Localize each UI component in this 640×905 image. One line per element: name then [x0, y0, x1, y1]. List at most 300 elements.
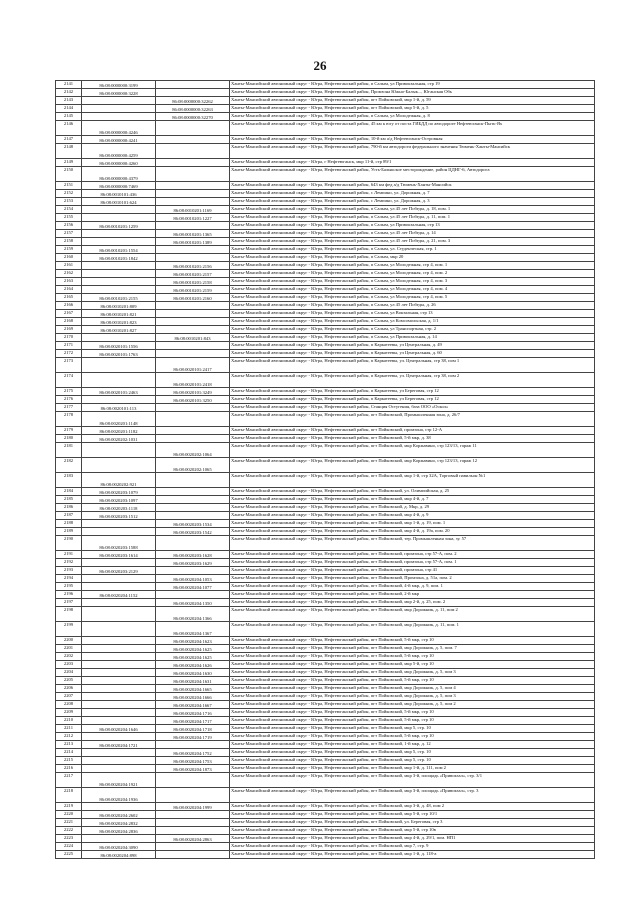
- premises-cadastral-number-cell: [156, 412, 230, 427]
- row-number-cell: 2192: [56, 559, 82, 567]
- premises-cadastral-number-cell: [156, 144, 230, 159]
- premises-cadastral-number-cell: [156, 326, 230, 334]
- row-number-cell: 2209: [56, 709, 82, 717]
- table-row: [56, 661, 595, 669]
- address-cell: Ханты-Мансийский автономный округ - Югра, Нефтеюганский район, пгт Пойковский, тер. Промышленная зона, зу. 57: [230, 536, 595, 551]
- cadastral-number-cell: [82, 270, 156, 278]
- table-row: [56, 473, 595, 488]
- premises-cadastral-number-cell: 86:08:0020204:1718: [156, 725, 230, 733]
- cadastral-number-cell: [82, 214, 156, 222]
- table-row: [56, 334, 595, 342]
- cadastral-number-cell: [82, 717, 156, 725]
- cadastral-number-cell: [82, 458, 156, 473]
- premises-cadastral-number-cell: [156, 342, 230, 350]
- cadastral-number-cell: 86:08:0010101:624: [82, 198, 156, 206]
- table-row: [56, 89, 595, 97]
- table-row: [56, 136, 595, 144]
- premises-cadastral-number-cell: 86:08:0020101:3250: [156, 396, 230, 404]
- address-cell: Ханты-Мансийский автономный округ - Югра, Нефтеюганский район, пгт Пойковский, мкр Дорожник, д. 5, пом 3: [230, 669, 595, 677]
- cadastral-number-cell: 86:08:0000000:3199: [82, 81, 156, 89]
- cadastral-number-cell: 86:08:0020204:3090: [82, 843, 156, 851]
- cadastral-number-cell: [82, 677, 156, 685]
- table-row: [56, 765, 595, 773]
- table-row: [56, 788, 595, 803]
- row-number-cell: 2200: [56, 637, 82, 645]
- cadastral-number-cell: 86:08:0020101:1556: [82, 342, 156, 350]
- cadastral-number-cell: 86:08:0020101:2463: [82, 388, 156, 396]
- row-number-cell: 2203: [56, 661, 82, 669]
- table-row: [56, 559, 595, 567]
- address-cell: Ханты-Мансийский автономный округ - Югра, Нефтеюганский район, пгт Пойковский, мкр 5-й, стр 10/1: [230, 811, 595, 819]
- row-number-cell: 2185: [56, 496, 82, 504]
- row-number-cell: 2187: [56, 512, 82, 520]
- address-cell: Ханты-Мансийский автономный округ - Югра, Нефтеюганский район, пгт Пойковский, мкр 4-й, д. 19а, пом. 20: [230, 528, 595, 536]
- premises-cadastral-number-cell: 86:08:0020204:1667: [156, 701, 230, 709]
- table-row: [56, 599, 595, 607]
- cadastral-number-cell: 86:08:0020204:1921: [82, 773, 156, 788]
- table-row: [56, 97, 595, 105]
- cadastral-number-cell: 86:08:0000000:3228: [82, 89, 156, 97]
- premises-cadastral-number-cell: 86:08:0020204:1752: [156, 749, 230, 757]
- premises-cadastral-number-cell: 86:08:0020204:1367: [156, 622, 230, 637]
- table-row: [56, 749, 595, 757]
- address-cell: Ханты-Мансийский автономный округ - Югра, Нефтеюганский район, пгт Пойковский, 5-й мкр, стр 10: [230, 709, 595, 717]
- premises-cadastral-number-cell: 86:08:0020204:1630: [156, 669, 230, 677]
- row-number-cell: 2188: [56, 520, 82, 528]
- address-cell: Ханты-Мансийский автономный округ - Югра, Нефтеюганский район, пгт Пойковский, мкр 4-й, д. 29/1, пом. НП1: [230, 835, 595, 843]
- cadastral-number-cell: 86:08:0020204:2832: [82, 819, 156, 827]
- table-row: [56, 294, 595, 302]
- table-row: [56, 238, 595, 246]
- premises-cadastral-number-cell: [156, 318, 230, 326]
- cadastral-number-cell: [82, 757, 156, 765]
- table-row: [56, 412, 595, 427]
- premises-cadastral-number-cell: [156, 473, 230, 488]
- page-number: 26: [313, 58, 327, 73]
- address-cell: Ханты-Мансийский автономный округ - Югра, Нефтеюганский район, пгт Пойковский, 1-й мкр, д. 12: [230, 741, 595, 749]
- address-cell: Ханты-Мансийский автономный округ - Югра, Нефтеюганский район, пгт Пойковский, мкр 3-й, площадь «Привокзал», стр. 3: [230, 788, 595, 803]
- table-row: [56, 388, 595, 396]
- table-row: [56, 342, 595, 350]
- cadastral-number-cell: 86:08:0020204:1646: [82, 725, 156, 733]
- premises-cadastral-number-cell: 86:08:0020204:1999: [156, 803, 230, 811]
- premises-cadastral-number-cell: 86:08:0020203:1629: [156, 559, 230, 567]
- cadastral-number-cell: 86:08:0000000:4246: [82, 121, 156, 136]
- address-cell: Ханты-Мансийский автономный округ - Югра, Нефтеюганский район, пгт Пойковский, 5-й мкр, стр 10: [230, 677, 595, 685]
- row-number-cell: 2182: [56, 458, 82, 473]
- premises-cadastral-number-cell: 86:08:0010201:1227: [156, 214, 230, 222]
- address-cell: Ханты-Мансийский автономный округ - Югра, Нефтеюганский район, пгт Пойковский, промзона, стр 57-А, пом. 1: [230, 559, 595, 567]
- address-cell: Ханты-Мансийский автономный округ - Югра, Нефтеюганский район, Промзона Южно-Балык..., Юганская Обь: [230, 89, 595, 97]
- row-number-cell: 2225: [56, 851, 82, 859]
- row-number-cell: 2195: [56, 583, 82, 591]
- address-cell: Ханты-Мансийский автономный округ - Югра, Нефтеюганский район, пгт Пойковский, мкр 1-й, д. 118-а: [230, 851, 595, 859]
- row-number-cell: 2222: [56, 827, 82, 835]
- address-cell: Ханты-Мансийский автономный округ - Югра, Нефтеюганский район, пгт Пойковский, мкр 3-й, д. 48, пом 2: [230, 803, 595, 811]
- premises-cadastral-number-cell: [156, 254, 230, 262]
- premises-cadastral-number-cell: 86:08:0020204:1625: [156, 645, 230, 653]
- cadastral-number-cell: 86:08:0020204:2836: [82, 827, 156, 835]
- address-cell: Ханты-Мансийский автономный округ - Югра, Нефтеюганский район, пгт Пойковский, мкр 1-й, д. 111, пом 2: [230, 765, 595, 773]
- address-cell: Ханты-Мансийский автономный округ - Югра, Нефтеюганский район, с Лемпино, ул. Дорожная, д. 7: [230, 190, 595, 198]
- table-row: [56, 583, 595, 591]
- address-cell: Ханты-Мансийский автономный округ - Югра, Нефтеюганский район, пгт Пойковский, мкр 2-й, д. 25, пом. 2: [230, 599, 595, 607]
- premises-cadastral-number-cell: 86:08:0020101:2417: [156, 358, 230, 373]
- cadastral-number-cell: [82, 701, 156, 709]
- premises-cadastral-number-cell: [156, 136, 230, 144]
- address-cell: Ханты-Мансийский автономный округ - Югра, Нефтеюганский район, п Салым, ул 45 лет Победы, д. 21, пом. 3: [230, 238, 595, 246]
- cadastral-number-cell: 86:08:0020203:1118: [82, 504, 156, 512]
- table-row: [56, 214, 595, 222]
- cadastral-number-cell: [82, 286, 156, 294]
- cadastral-number-cell: 86:08:0020101:1763: [82, 350, 156, 358]
- address-cell: Ханты-Мансийский автономный округ - Югра, Нефтеюганский район, п Каркатеевы, ул Береговая, стр 12: [230, 396, 595, 404]
- row-number-cell: 2153: [56, 198, 82, 206]
- address-cell: Ханты-Мансийский автономный округ - Югра, Нефтеюганский район, п Салым, ул Молодежная, стр 4, пом. 1: [230, 262, 595, 270]
- row-number-cell: 2211: [56, 725, 82, 733]
- row-number-cell: 2150: [56, 167, 82, 182]
- address-cell: Ханты-Мансийский автономный округ - Югра, Нефтеюганский район, п Салым, мкр 20: [230, 254, 595, 262]
- address-cell: Ханты-Мансийский автономный округ - Югра, Нефтеюганский район, пгт Пойковский, промзона, стр 12-А: [230, 427, 595, 435]
- row-number-cell: 2154: [56, 206, 82, 214]
- row-number-cell: 2151: [56, 182, 82, 190]
- cadastral-number-cell: [82, 749, 156, 757]
- premises-cadastral-number-cell: 86:08:0020204:1077: [156, 583, 230, 591]
- table-row: [56, 286, 595, 294]
- premises-cadastral-number-cell: 86:08:0000000:32262: [156, 97, 230, 105]
- address-cell: Ханты-Мансийский автономный округ - Югра, Нефтеюганский район, п Салым, ул 45 лет Победы, д. 11, пом. 1: [230, 214, 595, 222]
- premises-cadastral-number-cell: 86:08:0010201:2160: [156, 294, 230, 302]
- address-cell: Ханты-Мансийский автономный округ - Югра, г Нефтеюганск, мкр 11-й, стр 89/1: [230, 159, 595, 167]
- table-row: [56, 733, 595, 741]
- cadastral-number-cell: 86:08:0020203:1614: [82, 551, 156, 559]
- cadastral-number-cell: 86:08:0020204:1721: [82, 741, 156, 749]
- premises-cadastral-number-cell: 86:08:0020202:1064: [156, 443, 230, 458]
- row-number-cell: 2146: [56, 121, 82, 136]
- row-number-cell: 2196: [56, 591, 82, 599]
- table-row: [56, 637, 595, 645]
- cadastral-number-cell: [82, 645, 156, 653]
- table-row: [56, 717, 595, 725]
- table-row: [56, 843, 595, 851]
- table-row: [56, 443, 595, 458]
- premises-cadastral-number-cell: [156, 404, 230, 412]
- row-number-cell: 2207: [56, 693, 82, 701]
- row-number-cell: 2220: [56, 811, 82, 819]
- row-number-cell: 2168: [56, 318, 82, 326]
- row-number-cell: 2218: [56, 788, 82, 803]
- row-number-cell: 2159: [56, 246, 82, 254]
- address-cell: Ханты-Мансийский автономный округ - Югра, Нефтеюганский район, пгт Пойковский, мкр Коржавино, стр 123/13, гараж 11: [230, 443, 595, 458]
- row-number-cell: 2223: [56, 835, 82, 843]
- address-cell: Ханты-Мансийский автономный округ - Югра, Нефтеюганский район, п Салым, ул 45 лет Победы, д. 18, пом. 1: [230, 206, 595, 214]
- address-cell: Ханты-Мансийский автономный округ - Югра, Нефтеюганский район, пгт Пойковский, мкр Дорожник, д. 11, пом 2: [230, 607, 595, 622]
- table-row: [56, 757, 595, 765]
- table-row: [56, 811, 595, 819]
- table-row: [56, 488, 595, 496]
- premises-cadastral-number-cell: 86:08:0020203:1534: [156, 520, 230, 528]
- cadastral-number-cell: [82, 528, 156, 536]
- table-row: [56, 396, 595, 404]
- table-row: [56, 198, 595, 206]
- cadastral-number-cell: 86:08:0010101:436: [82, 190, 156, 198]
- address-cell: Ханты-Мансийский автономный округ - Югра, Нефтеюганский район, п Салым, ул Привокзальная, стр 19: [230, 81, 595, 89]
- address-cell: Ханты-Мансийский автономный округ - Югра, Нефтеюганский район, Усть-Балыкское месторождение, район ЦДНГ-6, Автодорога: [230, 167, 595, 182]
- premises-cadastral-number-cell: [156, 167, 230, 182]
- address-cell: Ханты-Мансийский автономный округ - Югра, Нефтеюганский район, п Салым, ул 45 лет Победы, д. 26: [230, 302, 595, 310]
- premises-cadastral-number-cell: 86:08:0020204:1873: [156, 765, 230, 773]
- row-number-cell: 2219: [56, 803, 82, 811]
- address-cell: Ханты-Мансийский автономный округ - Югра, Нефтеюганский район, п Салым, ул. Студенческая, стр. 1: [230, 246, 595, 254]
- row-number-cell: 2173: [56, 358, 82, 373]
- address-cell: Ханты-Мансийский автономный округ - Югра, Нефтеюганский район, пгт Пойковский, 5-й мкр, стр 10: [230, 653, 595, 661]
- premises-cadastral-number-cell: [156, 222, 230, 230]
- address-cell: Ханты-Мансийский автономный округ - Югра, Нефтеюганский район, пгт Пойковский, мкр Коржавино, стр 123/13, гараж 12: [230, 458, 595, 473]
- premises-cadastral-number-cell: 86:08:0010201:2159: [156, 286, 230, 294]
- row-number-cell: 2166: [56, 302, 82, 310]
- premises-cadastral-number-cell: 86:08:0020202:1065: [156, 458, 230, 473]
- premises-cadastral-number-cell: 86:08:0020204:1626: [156, 661, 230, 669]
- premises-cadastral-number-cell: [156, 81, 230, 89]
- cadastral-number-cell: [82, 334, 156, 342]
- premises-cadastral-number-cell: 86:08:0020204:1666: [156, 693, 230, 701]
- table-row: [56, 113, 595, 121]
- table-row: [56, 536, 595, 551]
- table-row: [56, 622, 595, 637]
- cadastral-number-cell: [82, 262, 156, 270]
- premises-cadastral-number-cell: 86:08:0020204:1719: [156, 733, 230, 741]
- cadastral-number-cell: 86:08:0010201:1259: [82, 222, 156, 230]
- row-number-cell: 2176: [56, 396, 82, 404]
- row-number-cell: 2179: [56, 427, 82, 435]
- premises-cadastral-number-cell: 86:08:0020204:1623: [156, 637, 230, 645]
- premises-cadastral-number-cell: [156, 121, 230, 136]
- cadastral-number-cell: [82, 583, 156, 591]
- row-number-cell: 2142: [56, 89, 82, 97]
- premises-cadastral-number-cell: 86:08:0010201:2157: [156, 270, 230, 278]
- cadastral-number-cell: 86:08:0020203:1588: [82, 536, 156, 551]
- row-number-cell: 2212: [56, 733, 82, 741]
- cadastral-number-cell: [82, 105, 156, 113]
- address-cell: Ханты-Мансийский автономный округ - Югра, Нефтеюганский район, п Салым, ул Молодежная, стр 4, пом. 2: [230, 270, 595, 278]
- table-row: [56, 567, 595, 575]
- table-row: [56, 725, 595, 733]
- address-cell: Ханты-Мансийский автономный округ - Югра, Нефтеюганский район, 45 км к югу от поста ГИБДД по автодороге Нефтеюганск-Пыть-Ях: [230, 121, 595, 136]
- table-row: [56, 262, 595, 270]
- table-row: [56, 701, 595, 709]
- premises-cadastral-number-cell: [156, 773, 230, 788]
- row-number-cell: 2199: [56, 622, 82, 637]
- table-row: [56, 835, 595, 843]
- row-number-cell: 2144: [56, 105, 82, 113]
- cadastral-number-cell: 86:08:0010201:1554: [82, 246, 156, 254]
- row-number-cell: 2180: [56, 435, 82, 443]
- table-row: [56, 512, 595, 520]
- cadastral-number-cell: 86:08:0010201:821: [82, 310, 156, 318]
- row-number-cell: 2197: [56, 599, 82, 607]
- address-cell: Ханты-Мансийский автономный округ - Югра, Нефтеюганский район, пгт Пойковский, промзона, стр 57-А, пом. 2: [230, 551, 595, 559]
- address-cell: Ханты-Мансийский автономный округ - Югра, Нефтеюганский район, пгт Пойковский, мкр 7, стр. 9: [230, 843, 595, 851]
- address-cell: Ханты-Мансийский автономный округ - Югра, Нефтеюганский район, п Салым, ул Транспортная, стр. 2: [230, 326, 595, 334]
- row-number-cell: 2190: [56, 536, 82, 551]
- premises-cadastral-number-cell: [156, 827, 230, 835]
- address-cell: Ханты-Мансийский автономный округ - Югра, Нефтеюганский район, п Каркатеевы, ул Центральная, д. 49: [230, 342, 595, 350]
- address-cell: Ханты-Мансийский автономный округ - Югра, Нефтеюганский район, п Салым, ул Молодежная, стр 4, пом. 3: [230, 278, 595, 286]
- row-number-cell: 2183: [56, 473, 82, 488]
- row-number-cell: 2217: [56, 773, 82, 788]
- table-row: [56, 827, 595, 835]
- table-row: [56, 246, 595, 254]
- row-number-cell: 2198: [56, 607, 82, 622]
- address-cell: Ханты-Мансийский автономный округ - Югра, Нефтеюганский район, пгт Пойковский, ул. Береговая, стр 3: [230, 819, 595, 827]
- table-row: [56, 350, 595, 358]
- table-row: [56, 167, 595, 182]
- cadastral-number-cell: 86:08:0010201:809: [82, 302, 156, 310]
- address-cell: Ханты-Мансийский автономный округ - Югра, Нефтеюганский район, 10-й км а/д Нефтеюганск-Островная: [230, 136, 595, 144]
- address-cell: Ханты-Мансийский автономный округ - Югра, Нефтеюганский район, п Салым, ул Молодежная, стр 4, пом. 4: [230, 286, 595, 294]
- row-number-cell: 2213: [56, 741, 82, 749]
- premises-cadastral-number-cell: 86:08:0010201:2158: [156, 278, 230, 286]
- table-row: [56, 851, 595, 859]
- address-cell: Ханты-Мансийский автономный округ - Югра, Нефтеюганский район, пгт Пойковский, ул. Олимпийская, д. 25: [230, 488, 595, 496]
- table-row: [56, 254, 595, 262]
- premises-cadastral-number-cell: [156, 567, 230, 575]
- row-number-cell: 2178: [56, 412, 82, 427]
- address-cell: Ханты-Мансийский автономный округ - Югра, Нефтеюганский район, п Каркатеевы, ул. Центральная, стр 38, пом 2: [230, 373, 595, 388]
- premises-cadastral-number-cell: [156, 246, 230, 254]
- address-cell: Ханты-Мансийский автономный округ - Югра, Нефтеюганский район, пгт Пойковский, мкр Дорожник, д. 5, пом 4: [230, 685, 595, 693]
- row-number-cell: 2155: [56, 214, 82, 222]
- cadastral-number-cell: [82, 238, 156, 246]
- premises-cadastral-number-cell: [156, 89, 230, 97]
- row-number-cell: 2201: [56, 645, 82, 653]
- cadastral-number-cell: 86:08:0020203:1079: [82, 488, 156, 496]
- row-number-cell: 2221: [56, 819, 82, 827]
- table-row: [56, 528, 595, 536]
- premises-cadastral-number-cell: 86:08:0020204:1716: [156, 709, 230, 717]
- address-cell: Ханты-Мансийский автономный округ - Югра, Нефтеюганский район, пгт Пойковский, мкр 4-й, д. 7: [230, 496, 595, 504]
- table-row: [56, 270, 595, 278]
- premises-cadastral-number-cell: [156, 504, 230, 512]
- cadastral-number-cell: [82, 685, 156, 693]
- table-row: [56, 144, 595, 159]
- table-row: [56, 575, 595, 583]
- row-number-cell: 2147: [56, 136, 82, 144]
- table-row: [56, 278, 595, 286]
- premises-cadastral-number-cell: 86:08:0020204:1665: [156, 685, 230, 693]
- row-number-cell: 2164: [56, 286, 82, 294]
- row-number-cell: 2163: [56, 278, 82, 286]
- row-number-cell: 2208: [56, 701, 82, 709]
- address-cell: Ханты-Мансийский автономный округ - Югра, Нефтеюганский район, пгт Пойковский, д. Мкр, д. 29: [230, 504, 595, 512]
- address-cell: Ханты-Мансийский автономный округ - Югра, Нефтеюганский район, 790-й км автодороги федерального значения Тюмень-Ханты-Мансийск: [230, 144, 595, 159]
- row-number-cell: 2214: [56, 749, 82, 757]
- row-number-cell: 2191: [56, 551, 82, 559]
- cadastral-number-cell: [82, 278, 156, 286]
- address-cell: Ханты-Мансийский автономный округ - Югра, Нефтеюганский район, п Салым, ул Привокзальная, стр 13: [230, 222, 595, 230]
- table-row: [56, 310, 595, 318]
- table-row: [56, 159, 595, 167]
- address-cell: Ханты-Мансийский автономный округ - Югра, Нефтеюганский район, пгт Пойковский, мкр 5-й, стр 10в: [230, 827, 595, 835]
- row-number-cell: 2145: [56, 113, 82, 121]
- cadastral-number-cell: 86:08:0000000:4260: [82, 159, 156, 167]
- address-cell: Ханты-Мансийский автономный округ - Югра, Нефтеюганский район, пгт Пойковский, промзона, стр 41: [230, 567, 595, 575]
- cadastral-number-cell: [82, 607, 156, 622]
- premises-cadastral-number-cell: 86:08:0000000:32270: [156, 113, 230, 121]
- cadastral-number-cell: [82, 765, 156, 773]
- row-number-cell: 2216: [56, 765, 82, 773]
- cadastral-number-cell: 86:08:0000000:4379: [82, 167, 156, 182]
- cadastral-number-cell: [82, 693, 156, 701]
- cadastral-number-cell: [82, 559, 156, 567]
- row-number-cell: 2215: [56, 757, 82, 765]
- address-cell: Ханты-Мансийский автономный округ - Югра, Нефтеюганский район, пгт Пойковский, мкр 1-й, д. 59: [230, 97, 595, 105]
- table-row: [56, 607, 595, 622]
- address-cell: Ханты-Мансийский автономный округ - Югра, Нефтеюганский район, пгт Пойковский, мкр 3-й, площадь «Привокзал», стр. 3/1: [230, 773, 595, 788]
- premises-cadastral-number-cell: [156, 302, 230, 310]
- row-number-cell: 2148: [56, 144, 82, 159]
- table-row: [56, 427, 595, 435]
- premises-cadastral-number-cell: 86:08:0010201:1169: [156, 206, 230, 214]
- row-number-cell: 2174: [56, 373, 82, 388]
- cadastral-number-cell: 86:08:0020203:1512: [82, 512, 156, 520]
- cadastral-number-cell: 86:08:0020203:2129: [82, 567, 156, 575]
- address-cell: Ханты-Мансийский автономный округ - Югра, Нефтеюганский район, пгт Пойковский, мкр 5, стр. 10: [230, 749, 595, 757]
- premises-cadastral-number-cell: [156, 512, 230, 520]
- row-number-cell: 2161: [56, 262, 82, 270]
- premises-cadastral-number-cell: [156, 741, 230, 749]
- premises-cadastral-number-cell: 86:08:0010201:1365: [156, 230, 230, 238]
- row-number-cell: 2170: [56, 334, 82, 342]
- address-cell: Ханты-Мансийский автономный округ - Югра, Нефтеюганский район, пгт Пойковский, мкр Дорожник, д. 5, пом 2: [230, 701, 595, 709]
- row-number-cell: 2210: [56, 717, 82, 725]
- cadastral-number-cell: 86:08:0020203:1097: [82, 496, 156, 504]
- address-cell: Ханты-Мансийский автономный округ - Югра, Нефтеюганский район, пгт Пойковский, мкр 5-й, д. 5: [230, 105, 595, 113]
- address-cell: Ханты-Мансийский автономный округ - Югра, Нефтеюганский район, 643 км фед а/д Тюмень-Ханты-Мансийск: [230, 182, 595, 190]
- premises-cadastral-number-cell: 86:08:0020203:1542: [156, 528, 230, 536]
- address-cell: Ханты-Мансийский автономный округ - Югра, Нефтеюганский район, пгт Пойковский, 5-й мкр, стр 10: [230, 733, 595, 741]
- premises-cadastral-number-cell: 86:08:0020101:3249: [156, 388, 230, 396]
- premises-cadastral-number-cell: 86:08:0010201:843: [156, 334, 230, 342]
- premises-cadastral-number-cell: [156, 427, 230, 435]
- premises-cadastral-number-cell: [156, 788, 230, 803]
- cadastral-number-cell: [82, 443, 156, 458]
- table-row: [56, 709, 595, 717]
- premises-cadastral-number-cell: [156, 159, 230, 167]
- row-number-cell: 2171: [56, 342, 82, 350]
- row-number-cell: 2156: [56, 222, 82, 230]
- premises-cadastral-number-cell: [156, 819, 230, 827]
- cadastral-number-cell: 86:08:0020204:1936: [82, 788, 156, 803]
- table-row: [56, 819, 595, 827]
- cadastral-number-cell: 86:08:0020201:1148: [82, 412, 156, 427]
- address-cell: Ханты-Мансийский автономный округ - Югра, Нефтеюганский район, пгт Пойковский, мкр 5, стр. 10: [230, 757, 595, 765]
- row-number-cell: 2224: [56, 843, 82, 851]
- table-row: [56, 326, 595, 334]
- cadastral-number-cell: 86:08:0020202:921: [82, 473, 156, 488]
- cadastral-number-cell: 86:08:0000000:7469: [82, 182, 156, 190]
- address-cell: Ханты-Мансийский автономный округ - Югра, Нефтеюганский район, пгт Пойковский, мкр 5, стр. 10: [230, 725, 595, 733]
- table-row: [56, 302, 595, 310]
- cadastral-number-cell: [82, 206, 156, 214]
- table-row: [56, 190, 595, 198]
- cadastral-number-cell: 86:08:0010201:827: [82, 326, 156, 334]
- address-cell: Ханты-Мансийский автономный округ - Югра, Нефтеюганский район, п Салым, ул 45 лет Победы, д. 14: [230, 230, 595, 238]
- address-cell: Ханты-Мансийский автономный округ - Югра, Нефтеюганский район, пгт Пойковский, мкр 1-й, д. 19, пом. 1: [230, 520, 595, 528]
- row-number-cell: 2175: [56, 388, 82, 396]
- premises-cadastral-number-cell: [156, 310, 230, 318]
- table-row: [56, 81, 595, 89]
